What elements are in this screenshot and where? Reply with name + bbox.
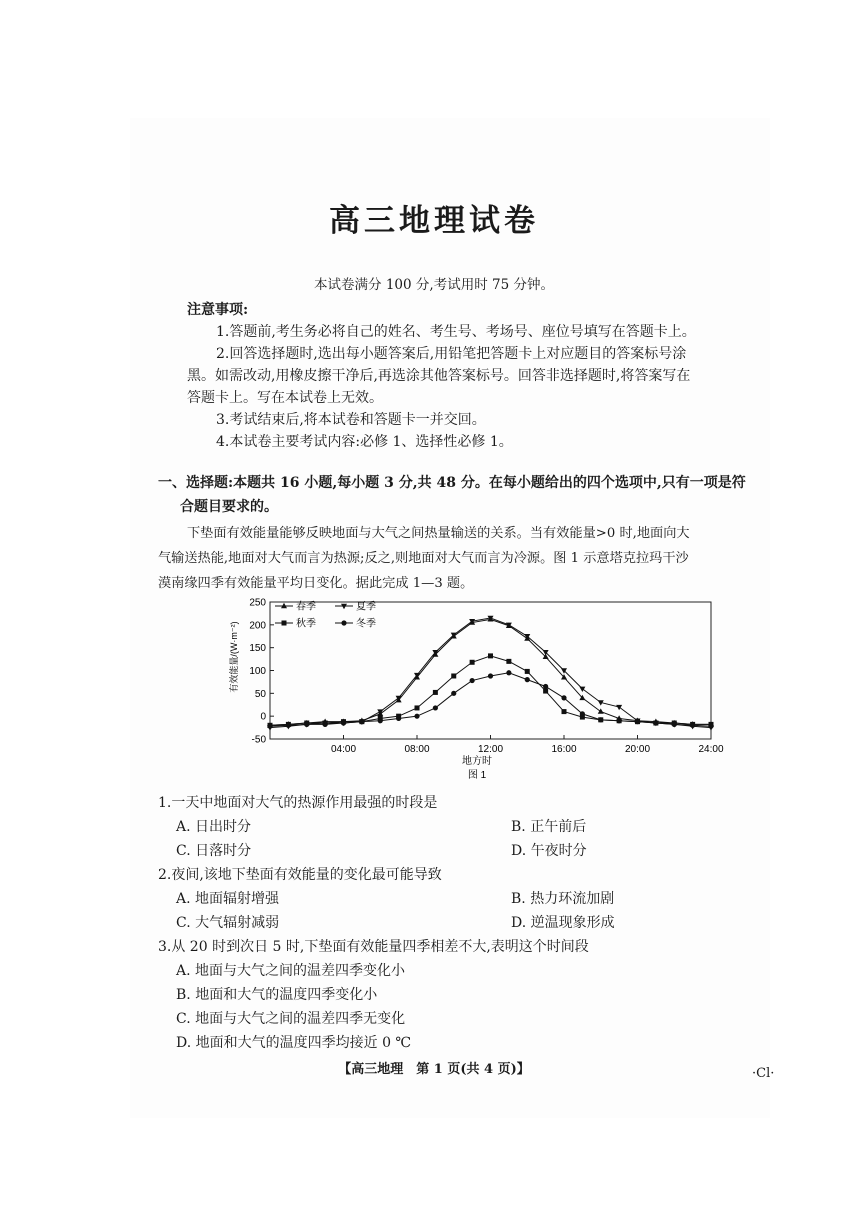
- q3-option-c: C. 地面与大气之间的温差四季无变化: [176, 1011, 406, 1027]
- q2-option-b: B. 热力环流加剧: [511, 891, 615, 907]
- q3-option-b: B. 地面和大气的温度四季变化小: [176, 987, 378, 1003]
- notice-item-3: 3.考试结束后,将本试卷和答题卡一并交回。: [216, 412, 486, 428]
- figure-1-chart: [225, 592, 725, 784]
- series-4-point: [414, 714, 419, 719]
- x-tick-label: 24:00: [698, 744, 724, 755]
- series-2-point: [396, 696, 402, 701]
- q2-option-d: D. 逆温现象形成: [511, 915, 615, 931]
- series-4-point: [267, 724, 272, 729]
- chart-legend: [275, 600, 376, 630]
- series-3-point: [433, 690, 438, 695]
- legend-marker: [341, 620, 346, 625]
- question-3-stem: 3.从 20 时到次日 5 时,下垫面有效能量四季相差不大,表明这个时间段: [158, 939, 589, 955]
- series-4-point: [543, 684, 548, 689]
- chart-axes: [249, 598, 724, 756]
- section-heading-cont: 合题目要求的。: [180, 499, 278, 515]
- q1-option-a: A. 日出时分: [176, 819, 252, 835]
- series-4-point: [378, 718, 383, 723]
- series-4-point: [635, 719, 640, 724]
- q3-option-a: A. 地面与大气之间的温差四季变化小: [176, 963, 406, 979]
- corner-mark: ·Cl·: [752, 1066, 775, 1081]
- series-3-point: [543, 689, 548, 694]
- q1-option-d: D. 午夜时分: [511, 843, 587, 859]
- notice-heading: 注意事项:: [187, 302, 249, 318]
- q2-option-c: C. 大气辐射减弱: [176, 915, 280, 931]
- chart-x-axis-label: 地方时: [462, 756, 492, 767]
- notice-item-2-end: 答题卡上。写在本试卷上无效。: [187, 390, 383, 406]
- y-tick-label: 150: [249, 643, 266, 655]
- chart-caption: 图 1: [467, 770, 487, 781]
- legend-label: 夏季: [356, 601, 376, 613]
- series-4-point: [323, 722, 328, 727]
- intro-line-1: 下垫面有效能量能够反映地面与大气之间热量输送的关系。当有效能量>0 时,地面向大: [187, 526, 690, 541]
- series-3-point: [506, 659, 511, 664]
- series-4-point: [598, 717, 603, 722]
- series-3-point: [451, 673, 456, 678]
- page-footer: 【高三地理 第 1 页(共 4 页)】: [338, 1062, 530, 1077]
- series-2-point: [616, 705, 622, 710]
- series-4-point: [286, 723, 291, 728]
- series-4-point: [561, 695, 566, 700]
- notice-item-1: 1.答题前,考生务必将自己的姓名、考生号、考场号、座位号填写在答题卡上。: [216, 324, 696, 340]
- series-4-point: [451, 691, 456, 696]
- series-4-point: [653, 720, 658, 725]
- q1-option-b: B. 正午前后: [511, 819, 587, 835]
- y-tick-label: 100: [249, 666, 266, 677]
- series-3-point: [470, 660, 475, 665]
- q3-option-d: D. 地面和大气的温度四季均接近 0 ℃: [176, 1035, 412, 1051]
- page-title: 高三地理试卷: [329, 203, 539, 239]
- series-line-1: [270, 619, 711, 725]
- y-tick-label: 0: [260, 711, 266, 723]
- q1-option-c: C. 日落时分: [176, 843, 252, 859]
- series-3-point: [525, 669, 530, 674]
- q2-option-a: A. 地面辐射增强: [176, 891, 280, 907]
- x-tick-label: 08:00: [404, 744, 430, 755]
- series-line-3: [270, 656, 711, 725]
- legend-label: 春季: [296, 601, 316, 613]
- y-tick-label: 250: [249, 597, 266, 609]
- chart-y-axis-label: 有效能量/(W·m⁻²): [229, 621, 239, 693]
- series-3-point: [562, 709, 567, 714]
- series-4-point: [433, 705, 438, 710]
- notice-item-2: 2.回答选择题时,选出每小题答案后,用铅笔把答题卡上对应题目的答案标号涂: [216, 346, 687, 362]
- series-4-point: [396, 716, 401, 721]
- series-4-point: [506, 670, 511, 675]
- chart-series: [267, 616, 714, 731]
- series-4-point: [672, 722, 677, 727]
- notice-item-2-cont: 黑。如需改动,用橡皮擦干净后,再选涂其他答案标号。回答非选择题时,将答案写在: [187, 368, 691, 384]
- y-tick-label: 50: [254, 688, 266, 700]
- series-4-point: [690, 723, 695, 728]
- series-4-point: [580, 711, 585, 716]
- series-4-point: [304, 722, 309, 727]
- x-tick-label: 04:00: [330, 744, 357, 755]
- series-4-point: [617, 718, 622, 723]
- y-tick-label: -50: [251, 734, 266, 746]
- intro-line-2: 气输送热能,地面对大气而言为热源;反之,则地面对大气而言为冷源。图 1 示意塔克拉玛干沙: [158, 551, 689, 566]
- series-4-point: [341, 720, 346, 725]
- series-1-point: [598, 708, 604, 713]
- series-line-2: [270, 618, 711, 728]
- series-4-point: [525, 677, 530, 682]
- legend-label: 冬季: [356, 618, 376, 630]
- series-line-4: [270, 673, 711, 726]
- legend-label: 秋季: [296, 618, 316, 630]
- series-4-point: [470, 678, 475, 683]
- question-1-stem: 1.一天中地面对大气的热源作用最强的时段是: [158, 795, 438, 811]
- series-4-point: [708, 724, 713, 729]
- question-2-stem: 2.夜间,该地下垫面有效能量的变化最可能导致: [158, 867, 442, 883]
- x-tick-label: 16:00: [551, 744, 577, 755]
- x-tick-label: 12:00: [477, 744, 504, 755]
- y-tick-label: 200: [249, 620, 266, 632]
- intro-line-3: 漠南缘四季有效能量平均日变化。据此完成 1—3 题。: [158, 576, 474, 591]
- series-3-point: [488, 653, 493, 658]
- series-4-point: [359, 719, 364, 724]
- legend-marker: [282, 621, 287, 626]
- notice-item-4: 4.本试卷主要考试内容:必修 1、选择性必修 1。: [216, 434, 513, 450]
- section-heading: 一、选择题:本题共 16 小题,每小题 3 分,共 48 分。在每小题给出的四个选项中,只有一项是符: [158, 475, 746, 491]
- series-3-point: [415, 705, 420, 710]
- x-tick-label: 20:00: [624, 744, 651, 755]
- exam-info: 本试卷满分 100 分,考试用时 75 分钟。: [314, 277, 554, 293]
- series-2-point: [579, 687, 585, 692]
- series-4-point: [488, 673, 493, 678]
